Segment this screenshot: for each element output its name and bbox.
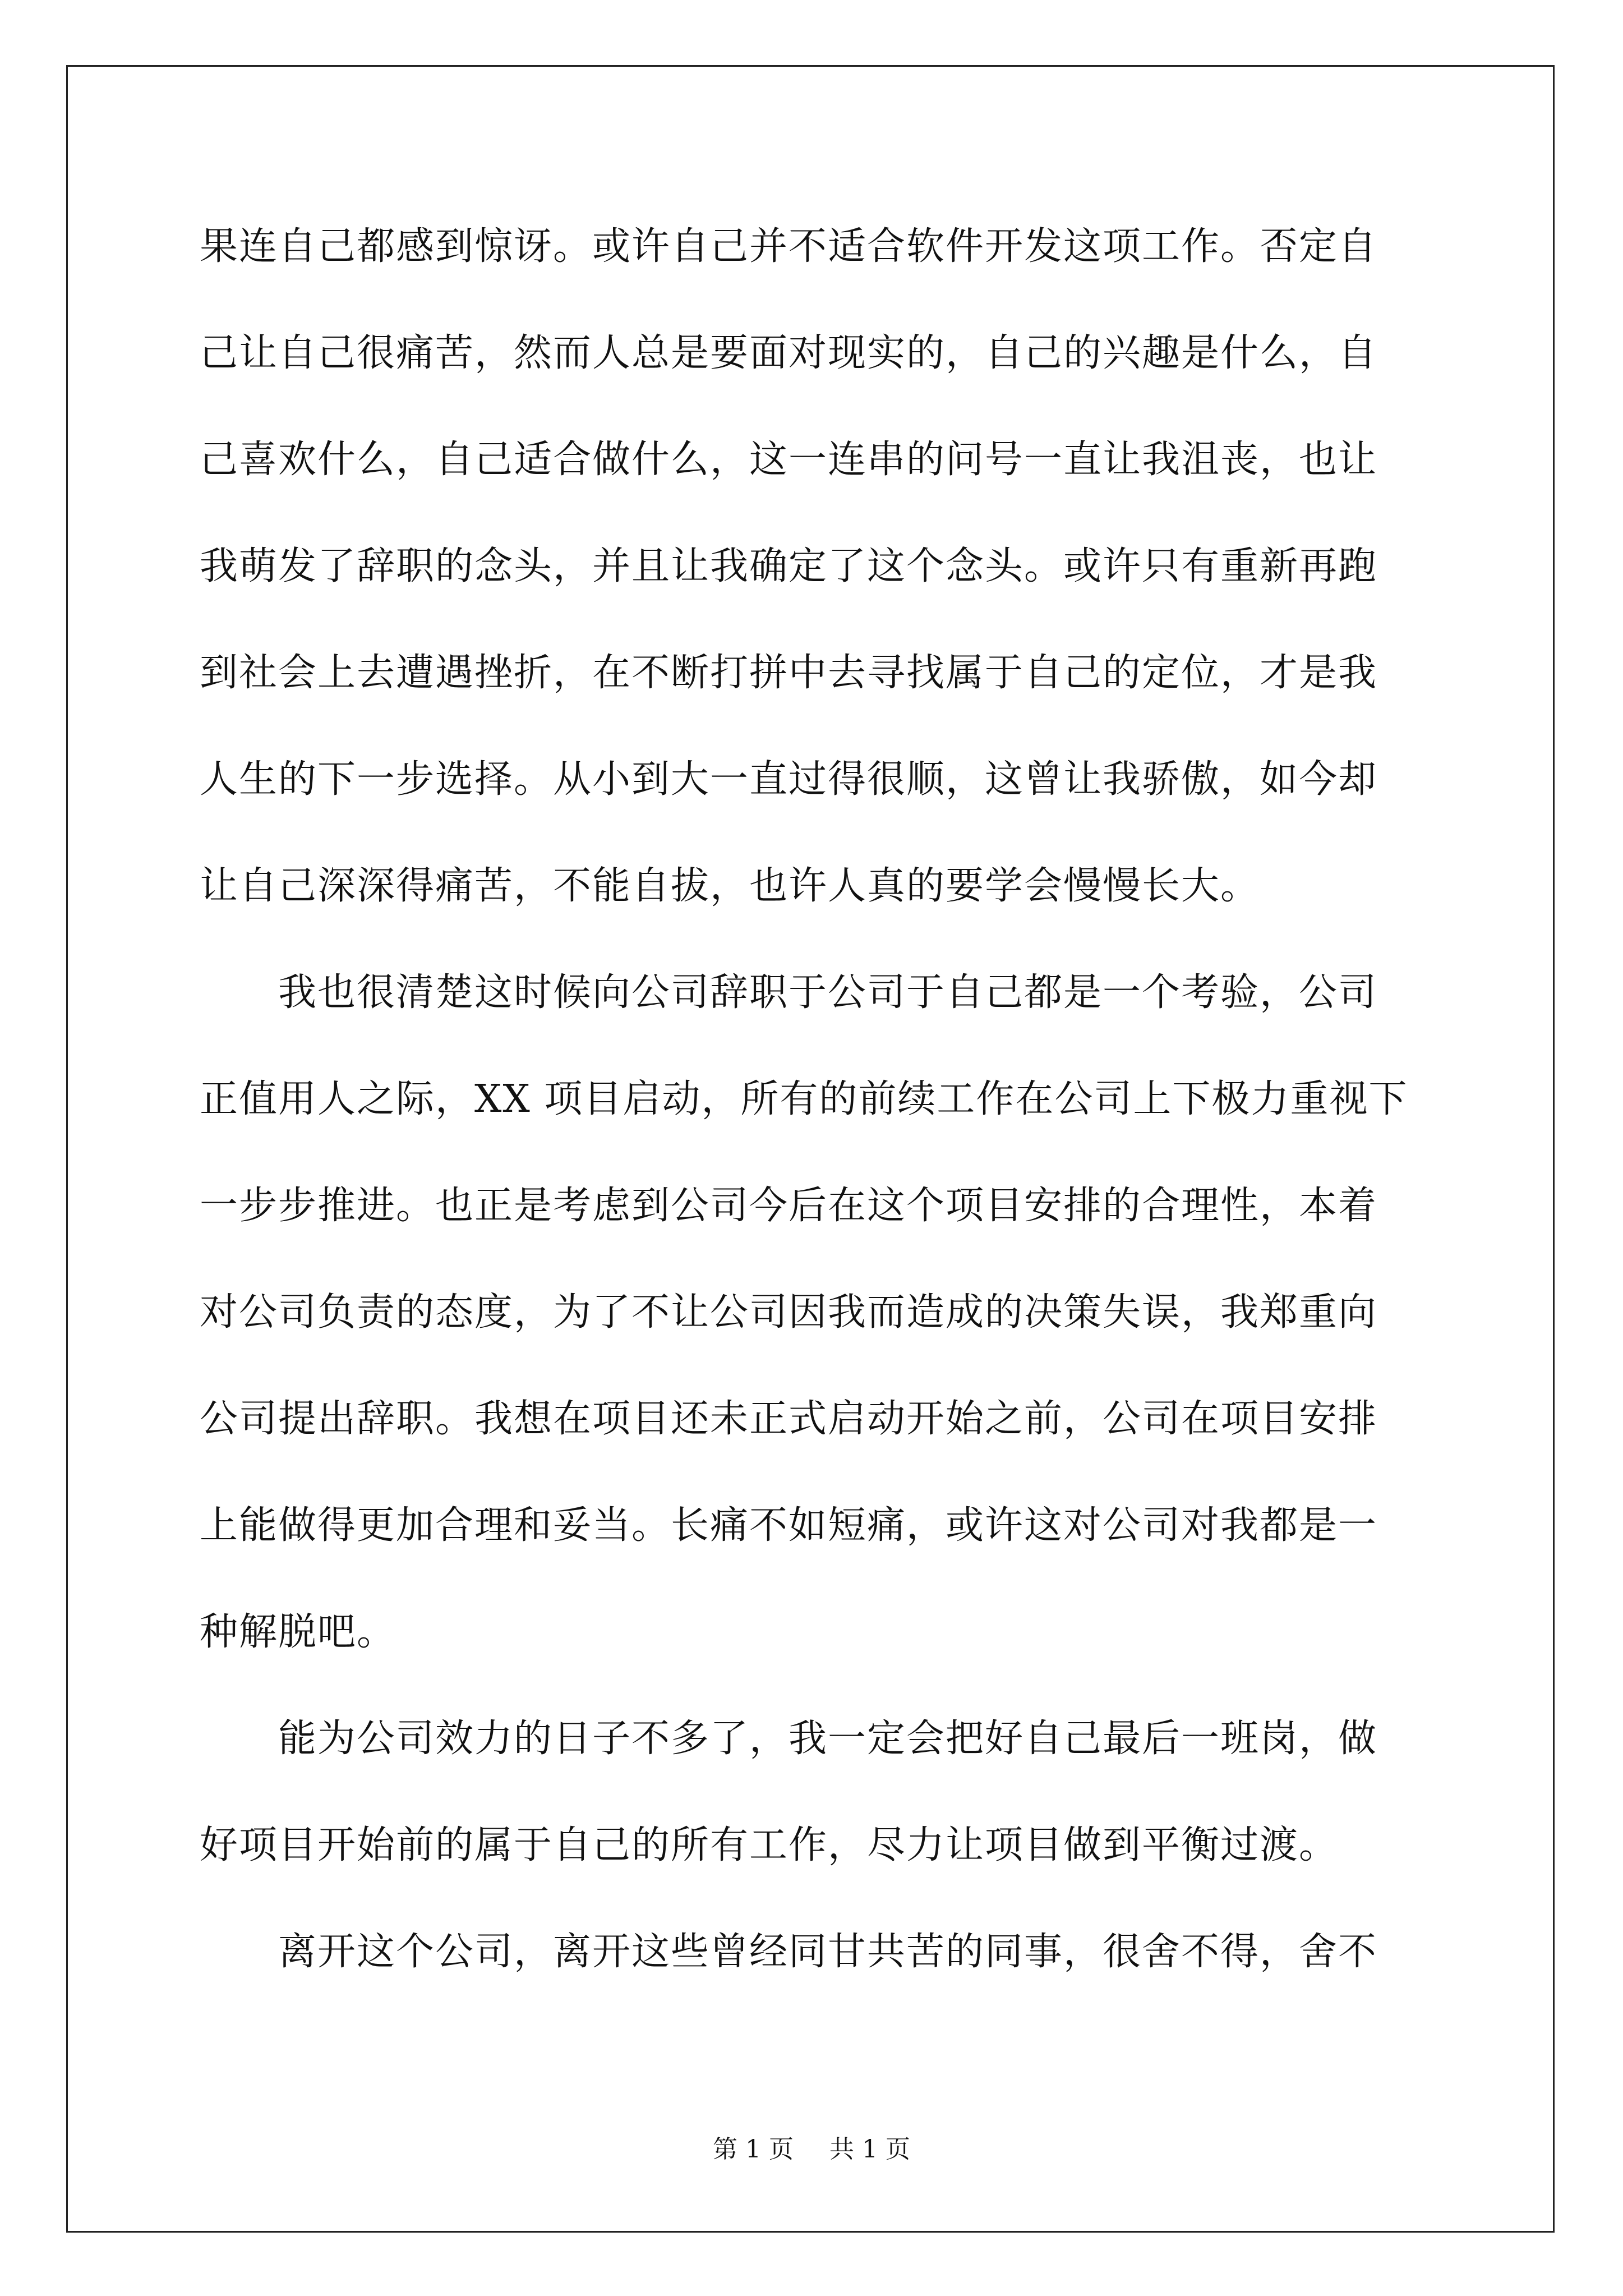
text-line: 己让自己很痛苦，然而人总是要面对现实的，自己的兴趣是什么，自 (200, 331, 1378, 375)
text-line: 果连自己都感到惊讶。或许自己并不适合软件开发这项工作。否定自 (200, 224, 1378, 269)
text-line: 一步步推进。也正是考虑到公司今后在这个项目安排的合理性，本着 (200, 1184, 1378, 1228)
text-line: 让自己深深得痛苦，不能自拔，也许人真的要学会慢慢长大。 (200, 864, 1260, 908)
text-line: 好项目开始前的属于自己的所有工作，尽力让项目做到平衡过渡。 (200, 1823, 1339, 1867)
page-footer (0, 2133, 1623, 2166)
text-line: 人生的下一步选择。从小到大一直过得很顺，这曾让我骄傲，如今却 (200, 757, 1378, 802)
text-line: 我也很清楚这时候向公司辞职于公司于自己都是一个考验，公司 (278, 970, 1378, 1015)
page-number: 第 1 页 (713, 2135, 794, 2164)
text-line: 我萌发了辞职的念头，并且让我确定了这个念头。或许只有重新再跑 (200, 544, 1378, 588)
text-line: 上能做得更加合理和妥当。长痛不如短痛，或许这对公司对我都是一 (200, 1503, 1378, 1548)
text-line: 公司提出辞职。我想在项目还未正式启动开始之前，公司在项目安排 (200, 1397, 1378, 1441)
page-total: 共 1 页 (829, 2135, 910, 2164)
text-line: 对公司负责的态度，为了不让公司因我而造成的决策失误，我郑重向 (200, 1290, 1378, 1335)
text-line: 正值用人之际，XX 项目启动，所有的前续工作在公司上下极力重视下 (200, 1077, 1408, 1121)
text-line: 能为公司效力的日子不多了，我一定会把好自己最后一班岗，做 (278, 1717, 1378, 1761)
text-line: 离开这个公司，离开这些曾经同甘共苦的同事，很舍不得，舍不 (278, 1930, 1378, 1974)
text-line: 己喜欢什么，自己适合做什么，这一连串的问号一直让我沮丧，也让 (200, 438, 1378, 482)
text-line: 到社会上去遭遇挫折，在不断打拼中去寻找属于自己的定位，才是我 (200, 651, 1378, 695)
text-line: 种解脱吧。 (200, 1610, 396, 1654)
document-body (200, 213, 1431, 2025)
